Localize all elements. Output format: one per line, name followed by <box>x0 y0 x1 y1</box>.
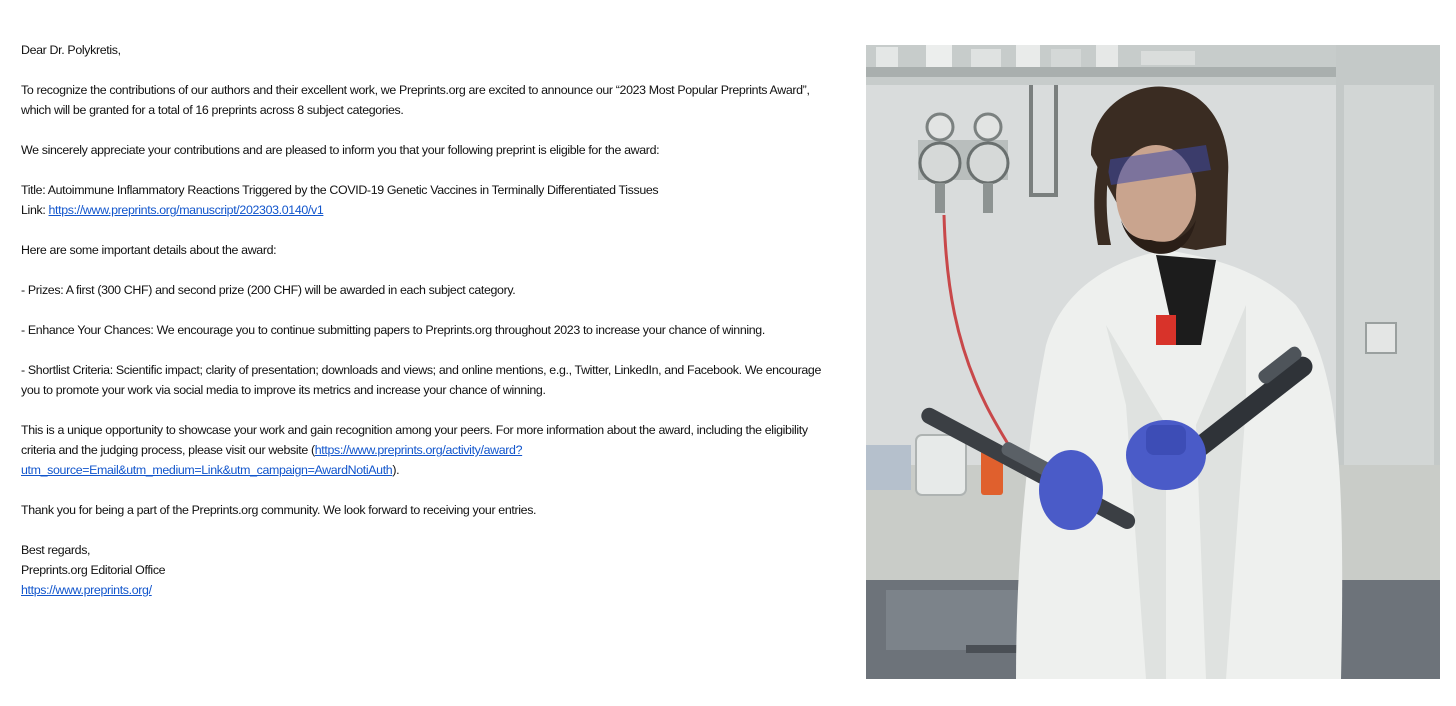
lab-photo-illustration <box>866 45 1440 679</box>
chances-item: - Enhance Your Chances: We encourage you to continue submitting papers to Preprints.org throughout 2023 to increase your chance of winning. <box>21 323 765 337</box>
opportunity-text: This is a unique opportunity to showcase your work and gain recognition among your peers. For more information about the award, including the eligibility criteria and the judging process, please visit our website ( <box>21 423 808 457</box>
email-body <box>21 40 841 620</box>
opportunity-end: ). <box>392 463 400 477</box>
thanks-paragraph: Thank you for being a part of the Preprints.org community. We look forward to receiving your entries. <box>21 503 537 517</box>
lab-photo <box>866 45 1440 679</box>
eligibility-paragraph: We sincerely appreciate your contributions and are pleased to inform you that your following preprint is eligible for the award: <box>21 143 660 157</box>
preprint-link[interactable]: https://www.preprints.org/manuscript/202303.0140/v1 <box>48 203 324 217</box>
preprint-details <box>21 180 841 220</box>
preprint-title: Autoimmune Inflammatory Reactions Triggered by the COVID-19 Genetic Vaccines in Terminally Differentiated Tissues <box>47 183 659 197</box>
sender-link[interactable]: https://www.preprints.org/ <box>21 583 152 597</box>
signoff: Best regards, <box>21 543 91 557</box>
award-website-link[interactable]: https://www.preprints.org/activity/award?utm_source=Email&utm_medium=Link&utm_campaign=AwardNotiAuth <box>21 443 523 477</box>
prizes-item: - Prizes: A first (300 CHF) and second prize (200 CHF) will be awarded in each subject category. <box>21 283 516 297</box>
link-label: Link: <box>21 203 49 217</box>
criteria-item: - Shortlist Criteria: Scientific impact; clarity of presentation; downloads and views; and online mentions, e.g., Twitter, LinkedIn, and Facebook. We encourage you to promote your work via social media to improve its metrics and increase your chance of winning. <box>21 363 821 397</box>
greeting: Dear Dr. Polykretis, <box>21 43 121 57</box>
intro-paragraph: To recognize the contributions of our authors and their excellent work, we Preprints.org are excited to announce our “2023 Most Popular Preprints Award”, which will be granted for a total of 16 preprints across 8 subject categories. <box>21 83 810 117</box>
signature <box>21 540 841 600</box>
title-label: Title: <box>21 183 48 197</box>
opportunity-paragraph <box>21 420 841 480</box>
details-intro: Here are some important details about the award: <box>21 243 277 257</box>
sender-name: Preprints.org Editorial Office <box>21 563 166 577</box>
